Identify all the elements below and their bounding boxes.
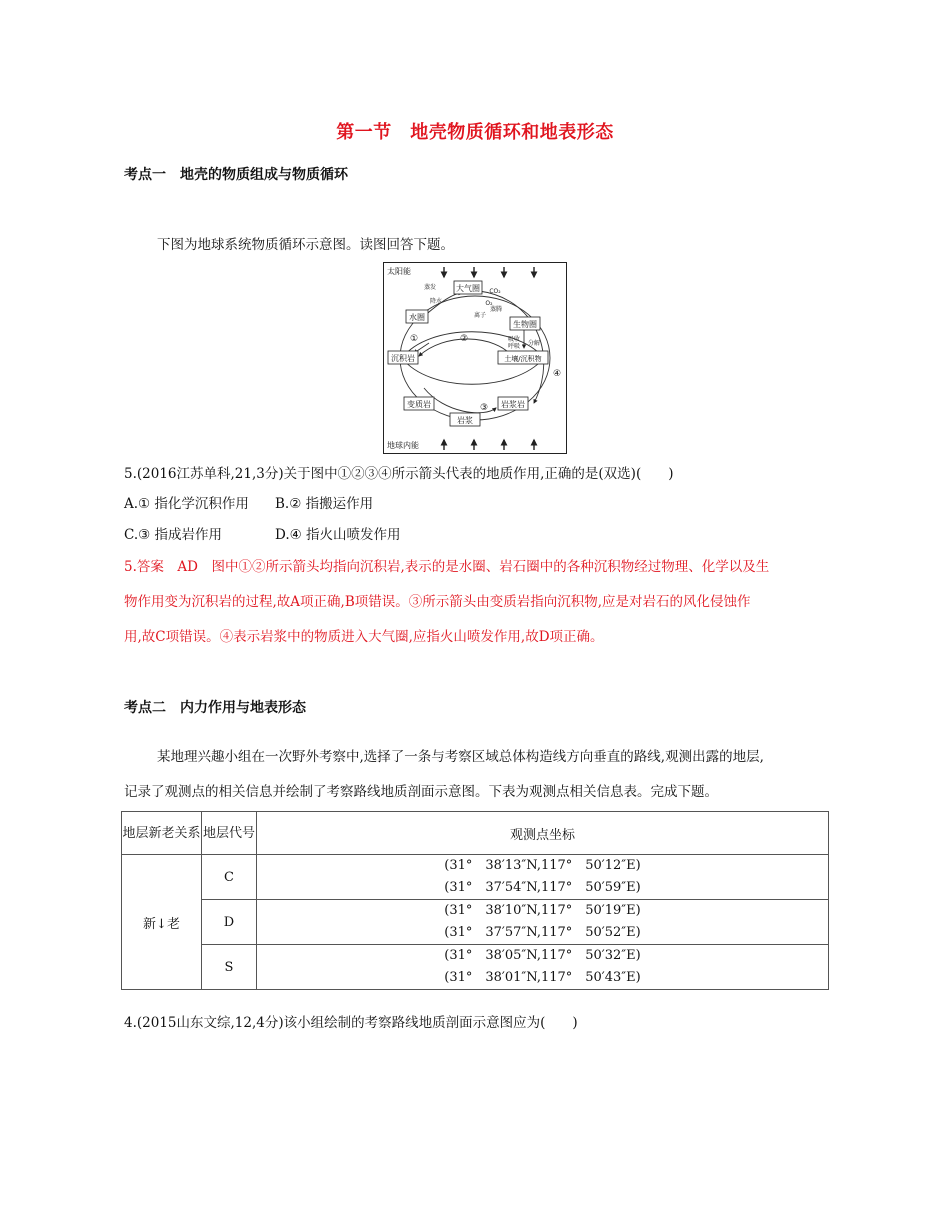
page-title: 第一节 地壳物质循环和地表形态 bbox=[336, 122, 614, 143]
label-ions: 离子 bbox=[473, 312, 487, 319]
marker-3: ③ bbox=[479, 403, 489, 413]
marker-2: ② bbox=[459, 334, 469, 344]
marker-4: ④ bbox=[552, 369, 562, 379]
node-igneous-rock: 岩浆岩 bbox=[501, 400, 525, 409]
label-o2: O₂ bbox=[485, 300, 493, 307]
material-cycle-diagram bbox=[383, 262, 567, 454]
option-d: D.④ 指火山喷发作用 bbox=[275, 527, 401, 543]
node-hydrosphere: 水圈 bbox=[409, 313, 425, 322]
coord-value: (31° 37′54″N,117° 50′59″E) bbox=[444, 880, 641, 895]
table-row bbox=[122, 945, 829, 990]
answer-line-3: 用,故C项错误。④表示岩浆中的物质进入大气圈,应指火山喷发作用,故D项正确。 bbox=[124, 629, 604, 645]
marker-1: ① bbox=[409, 334, 419, 344]
question-5-stem: 5.(2016江苏单科,21,3分)关于图中①②③④所示箭头代表的地质作用,正确的是(双选)( ) bbox=[124, 466, 674, 482]
code-cell: S bbox=[202, 945, 257, 990]
coord-value: (31° 38′05″N,117° 50′32″E) bbox=[444, 948, 641, 963]
node-sedimentary-rock: 沉积岩 bbox=[391, 354, 415, 363]
coord-value: (31° 37′57″N,117° 50′52″E) bbox=[444, 925, 641, 940]
code-cell: D bbox=[202, 900, 257, 945]
option-c: C.③ 指成岩作用 bbox=[124, 527, 223, 543]
option-a: A.① 指化学沉积作用 bbox=[124, 496, 249, 512]
node-magma: 岩浆 bbox=[457, 416, 473, 425]
coord-value: (31° 38′01″N,117° 50′43″E) bbox=[444, 970, 641, 985]
label-absorption: 吸收 bbox=[507, 336, 521, 343]
table-row bbox=[122, 855, 829, 900]
coords-cell bbox=[257, 900, 829, 945]
table-row bbox=[122, 900, 829, 945]
coord-value: (31° 38′10″N,117° 50′19″E) bbox=[444, 903, 641, 918]
relation-cell: 新↓老 bbox=[122, 855, 202, 990]
label-co2: CO₂ bbox=[489, 288, 501, 295]
label-transpiration: 蒸腾 bbox=[489, 306, 503, 313]
coord-value: (31° 38′13″N,117° 50′12″E) bbox=[444, 858, 641, 873]
label-respiration: 呼吸 bbox=[507, 343, 521, 350]
label-evaporation: 蒸发 bbox=[423, 284, 437, 291]
question-4-stem: 4.(2015山东文综,12,4分)该小组绘制的考察路线地质剖面示意图应为( ) bbox=[124, 1015, 578, 1031]
option-b: B.② 指搬运作用 bbox=[275, 496, 374, 512]
node-atmosphere: 大气圈 bbox=[456, 284, 480, 293]
intro-line-1: 某地理兴趣小组在一次野外考察中,选择了一条与考察区域总体构造线方向垂直的路线,观测出露的地层, bbox=[157, 749, 764, 765]
observation-table bbox=[121, 811, 829, 990]
header-relation: 地层新老关系 bbox=[122, 812, 202, 855]
intro-text-1: 下图为地球系统物质循环示意图。读图回答下题。 bbox=[157, 237, 454, 253]
intro-line-2: 记录了观测点的相关信息并绘制了考察路线地质剖面示意图。下表为观测点相关信息表。完成下题。 bbox=[124, 784, 718, 800]
node-metamorphic-rock: 变质岩 bbox=[407, 400, 431, 409]
section-heading-1: 考点一 地壳的物质组成与物质循环 bbox=[124, 167, 348, 183]
section-heading-2: 考点二 内力作用与地表形态 bbox=[124, 700, 306, 716]
solar-energy-label: 太阳能 bbox=[387, 267, 411, 276]
coords-cell bbox=[257, 855, 829, 900]
answer-line-2: 物作用变为沉积岩的过程,故A项正确,B项错误。③所示箭头由变质岩指向沉积物,应是对岩石的风化侵蚀作 bbox=[124, 594, 751, 610]
node-soil-sediment: 土壤/沉积物 bbox=[504, 355, 542, 363]
node-biosphere: 生物圈 bbox=[513, 320, 537, 329]
header-coords: 观测点坐标 bbox=[257, 812, 829, 855]
code-cell: C bbox=[202, 855, 257, 900]
header-code: 地层代号 bbox=[202, 812, 257, 855]
label-precipitation: 降水 bbox=[429, 298, 443, 305]
internal-energy-label: 地球内能 bbox=[387, 441, 419, 450]
table-header-row bbox=[122, 812, 829, 855]
coords-cell bbox=[257, 945, 829, 990]
answer-line-1: 5.答案 AD 图中①②所示箭头均指向沉积岩,表示的是水圈、岩石圈中的各种沉积物经过物理、化学以及生 bbox=[124, 559, 770, 575]
label-decomposition: 分解 bbox=[527, 340, 541, 347]
